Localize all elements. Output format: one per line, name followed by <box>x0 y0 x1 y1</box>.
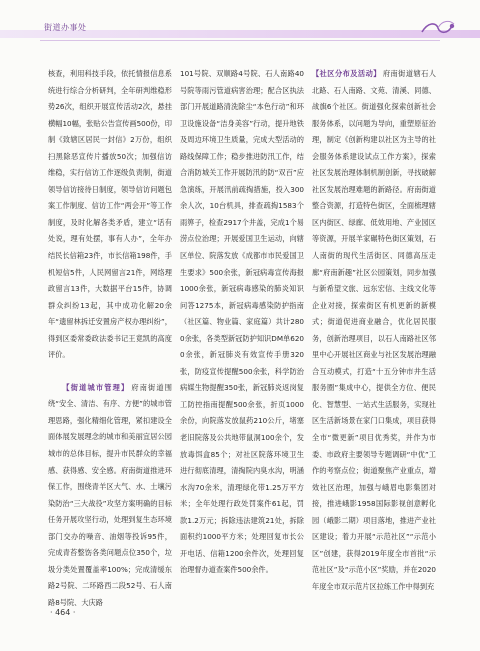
text-column-2 <box>180 66 304 579</box>
swirl-ornament-icon <box>418 18 458 38</box>
paragraph: 核查，利用科技手段，依托情报信息系统进行综合分析研判，全年研判维稳形势26次，组织开展宣传活动2次，悬挂横幅10幅，张贴公告宣传画500份，印制《致辖区居民一封信》2万份，组织扫黑除恶宣传片播放50次；加强信访维稳，实行信访工作逐级负责制，街道领导信访接待日制度，领导信访问题包案工作制度、信访工作“两会开”等工作制度，及时化解各类矛盾，建立“话有处说，理有处摆，事有人办”，全年办结民长信箱23件，市长信箱198件，手机短信5件，人民网留言21件，网络理政留言13件，大数据平台15件，协调群众纠纷13起，其中成功化解20余年“遗留林拆迁安置房产权办理纠纷”，得到区委常委政法委书记王竟凯的高度评价。 <box>48 69 172 360</box>
section-community-distribution <box>312 66 436 596</box>
page-number: · 464 · <box>50 608 76 617</box>
paragraph: 101号院、双顺路4号院、石人南路40号院等雨污管道病害治理；配合区执法部门开展道路清洗除尘“本色行动”和环卫设施设备“洁身美容”行动，提升地铁及周边环境卫生质量，完成大型活动的路线保障工作；稳步推进防汛工作，结合消防城关工作开展防汛的防“双百”应急演练，开展汛前疏掏措施，投入300余人次，10台机具，排查疏掏1583个雨箅子，检查2917个井盖，完成1个易涝点位治理；开展爱国卫生运动，向辖区单位、院落发放《成都市市民爱国卫生要求》500余张，新冠病毒宣传海报1000余张，新冠病毒感染的肺炎知识问答1275本，新冠病毒感染防护指南（社区篇、物业篇、家庭篇）共计2800余张，各类型新冠防护知识DM单6200余张，新冠肺炎有效宣传手册320张，防疫宣传提醒500余张，科学防治病媒生物提醒350张，新冠肺炎返岗复工防控指南提醒500余张，折页1000余份，向院落发放鼠药210公斤，堵塞老旧院落及公共地带鼠洞100余个，发放毒饵盒85个；对社区院落环境卫生进行彻底清理，清掏院内臭水沟，明涵水沟70余米，清理绿化带1.25万平方米；全年处理行政处罚案件61起，罚款1.2万元；拆除违法建筑21处，拆除面积约1000平方米；处理回复市长公开电话、信箱1200余件次，处理回复治理督办道查案件500余件。 <box>180 69 304 575</box>
text-column-1 <box>48 66 172 612</box>
section-body: 府南街道辖石人北路、石人南路、文苑、清溪、同德、战旗6个社区。街道强化探索创新社会服务体系，以问题为导向，重塑原征治理，制定《创新构建以社区为主导的社会服务体系建设试点工作方案》，探索社区发展治理体制机制创新，寻找破解社区发展治理难题的新路径。府南街道整合资源，打造特色街区，全面梳理辖区内街区、绿廊、低效用地、产业园区等资源，开展羊家碾特色街区策划，石人南街的现代生活街区、同德高压走廊“府南新趣”社区公园策划，同步加强与新希望文旅、远东宏信、主线文化等企业对接，探索街区有机更新的新模式；街道促进商业融合，优化居民服务，创新治理项目，以石人南路社区邻里中心开展社区商业与社区发展治理融合互动模式，打造“十五分钟市井生活服务圈”集成中心，提供全方位、便民化、智慧型、一站式生活服务，实现社区生活新场景在家门口集成，项目获得全市“微更新”项目优秀奖，并作为市委、市政府主要领导专题调研“中优”工作的考察点位；街道聚焦产业重点，增效社区治理，加强与峨眉电影集团对接，推进峨影1958国际影视创意孵化园（峨影二期）项目落地，推进产业社区建设；着力开展“示范社区”“示范小区”创建，获得2019年度全市首批“示范社区”及“示范小区”奖励，并在2020年度全市双示范片区拉练工作中得到充 <box>312 69 436 591</box>
section-heading: 【街道城市管理】 <box>62 382 130 392</box>
running-head-title: 街道办事处 <box>44 23 87 32</box>
page-header <box>0 0 480 48</box>
header-rule <box>40 40 440 41</box>
section-city-management <box>48 380 172 612</box>
section-body: 府南街道围绕“安全、清洁、有序、方便”的城市管理思路，强化精细化管理，紧扣建设全面体展发展理念的城市和美丽宜居公园城市的总体目标，提升市民群众的幸福感、获得感、安全感。府南街道推进环保工作，围绕青羊区大气、水、土壤污染防治“三大战役”攻坚方案明确的目标任务开展攻坚行动，处理到复生态环境部门交办的噪音、油烟等投诉95件，完成青苔整饬各类问题点位350个，垃圾分类处置覆盖率100%；完成清缓东路2号院、二环路西二段52号、石人南路8号院、大庆路 <box>48 382 172 607</box>
text-column-3 <box>312 66 436 596</box>
section-heading: 【社区分布及活动】 <box>312 69 381 78</box>
